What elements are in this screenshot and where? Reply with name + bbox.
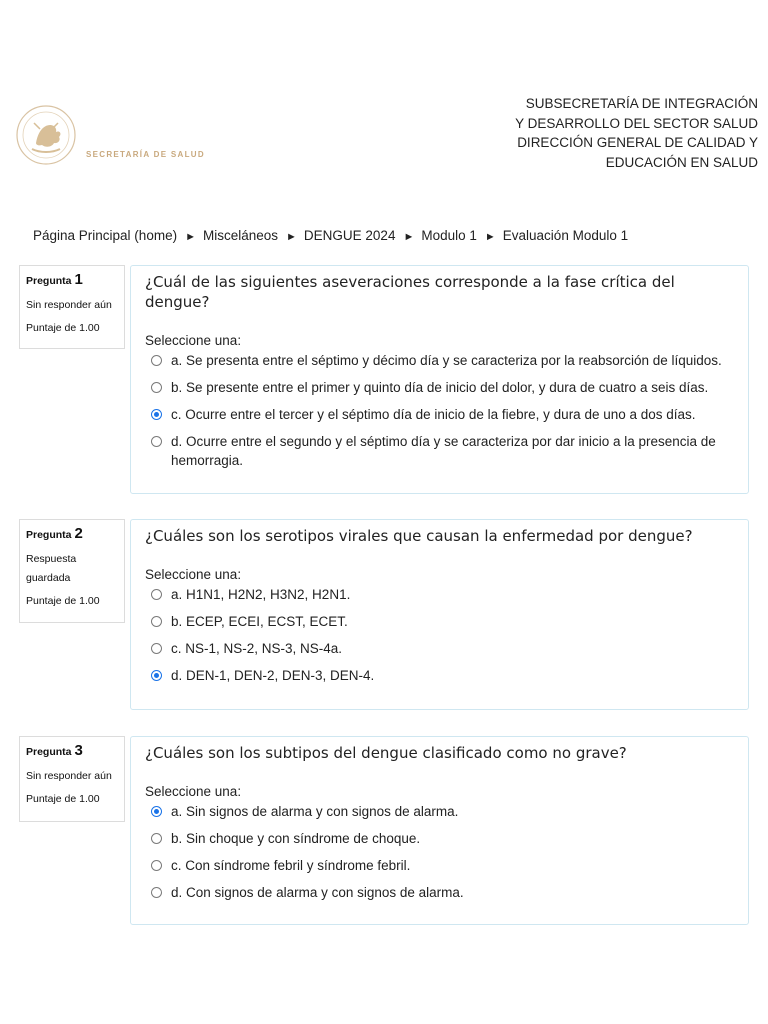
breadcrumb-separator: ► — [286, 231, 297, 243]
answer-prompt: Seleccione una: — [145, 784, 242, 799]
radio-button[interactable] — [151, 643, 162, 654]
radio-button[interactable] — [151, 382, 162, 393]
answer-option[interactable]: c. NS-1, NS-2, NS-3, NS-4a. — [145, 639, 734, 658]
answer-option[interactable]: a. Sin signos de alarma y con signos de alarma. — [145, 802, 734, 821]
organization-title — [515, 94, 758, 172]
radio-button-selected[interactable] — [151, 806, 162, 817]
question-number: Pregunta 1 — [26, 271, 83, 288]
question-text: ¿Cuáles son los serotipos virales que causan la enfermedad por dengue? — [145, 527, 693, 545]
answer-option[interactable]: c. Ocurre entre el tercer y el séptimo día de inicio de la fiebre, y dura de uno a dos días. — [145, 405, 734, 424]
question-state: Sin responder aún — [26, 299, 112, 311]
question-state: Sin responder aún — [26, 770, 112, 782]
breadcrumb-separator: ► — [403, 231, 415, 243]
question-number: Pregunta 2 — [26, 525, 83, 542]
question-grade: Puntaje de 1.00 — [26, 595, 100, 607]
radio-button-selected[interactable] — [151, 409, 162, 420]
secretaria-salud-logo — [14, 103, 204, 167]
breadcrumb — [33, 228, 628, 243]
breadcrumb-home-link[interactable]: Página Principal (home) — [33, 228, 178, 243]
radio-button[interactable] — [151, 887, 162, 898]
radio-button[interactable] — [151, 436, 162, 447]
question-info-2 — [19, 519, 125, 623]
question-card-3 — [130, 736, 749, 925]
breadcrumb-separator: ► — [484, 231, 496, 243]
org-line: EDUCACIÓN EN SALUD — [605, 154, 758, 170]
mexican-eagle-seal-icon — [14, 103, 78, 167]
breadcrumb-separator: ► — [185, 231, 196, 243]
breadcrumb-misc-link[interactable]: Misceláneos — [202, 228, 279, 243]
breadcrumb-current-page[interactable]: Evaluación Modulo 1 — [502, 228, 629, 243]
question-grade: Puntaje de 1.00 — [26, 322, 100, 334]
answer-option[interactable]: b. Sin choque y con síndrome de choque. — [145, 829, 734, 848]
question-number: Pregunta 3 — [26, 742, 83, 759]
question-card-1 — [130, 265, 749, 494]
answer-option[interactable]: d. Ocurre entre el segundo y el séptimo día y se caracteriza por dar inicio a la presencia de hemorragia. — [145, 432, 734, 470]
answer-option[interactable]: a. H1N1, H2N2, H3N2, H2N1. — [145, 585, 734, 604]
answer-option[interactable]: c. Con síndrome febril y síndrome febril. — [145, 856, 734, 875]
answer-option[interactable]: b. ECEP, ECEI, ECST, ECET. — [145, 612, 734, 631]
breadcrumb-course-link[interactable]: DENGUE 2024 — [303, 228, 396, 243]
radio-button[interactable] — [151, 355, 162, 366]
question-info-1 — [19, 265, 125, 349]
radio-button[interactable] — [151, 589, 162, 600]
radio-button[interactable] — [151, 833, 162, 844]
logo-label: SECRETARÍA DE SALUD — [86, 150, 205, 159]
org-line: DIRECCIÓN GENERAL DE CALIDAD Y — [517, 135, 758, 150]
breadcrumb-module-link[interactable]: Modulo 1 — [421, 228, 477, 243]
question-info-3 — [19, 736, 125, 822]
page-header — [0, 0, 768, 200]
radio-button[interactable] — [151, 860, 162, 871]
answer-option[interactable]: b. Se presente entre el primer y quinto día de inicio del dolor, y dura de cuatro a seis días. — [145, 378, 734, 397]
question-grade: Puntaje de 1.00 — [26, 793, 100, 805]
answer-option[interactable]: d. Con signos de alarma y con signos de alarma. — [145, 883, 734, 902]
answer-prompt: Seleccione una: — [145, 567, 242, 582]
answer-option[interactable]: a. Se presenta entre el séptimo y décimo día y se caracteriza por la reabsorción de líquidos. — [145, 351, 734, 370]
radio-button[interactable] — [151, 616, 162, 627]
question-text: ¿Cuáles son los subtipos del dengue clasificado como no grave? — [145, 744, 627, 762]
radio-button-selected[interactable] — [151, 670, 162, 681]
org-line: Y DESARROLLO DEL SECTOR SALUD — [515, 115, 758, 131]
org-line: SUBSECRETARÍA DE INTEGRACIÓN — [525, 96, 758, 111]
question-text: ¿Cuál de las siguientes aseveraciones corresponde a la fase crítica del dengue? — [145, 273, 675, 311]
answer-prompt: Seleccione una: — [145, 333, 242, 348]
question-card-2 — [130, 519, 749, 710]
answer-option[interactable]: d. DEN-1, DEN-2, DEN-3, DEN-4. — [145, 666, 734, 685]
question-state: Respuesta guardada — [26, 553, 77, 584]
